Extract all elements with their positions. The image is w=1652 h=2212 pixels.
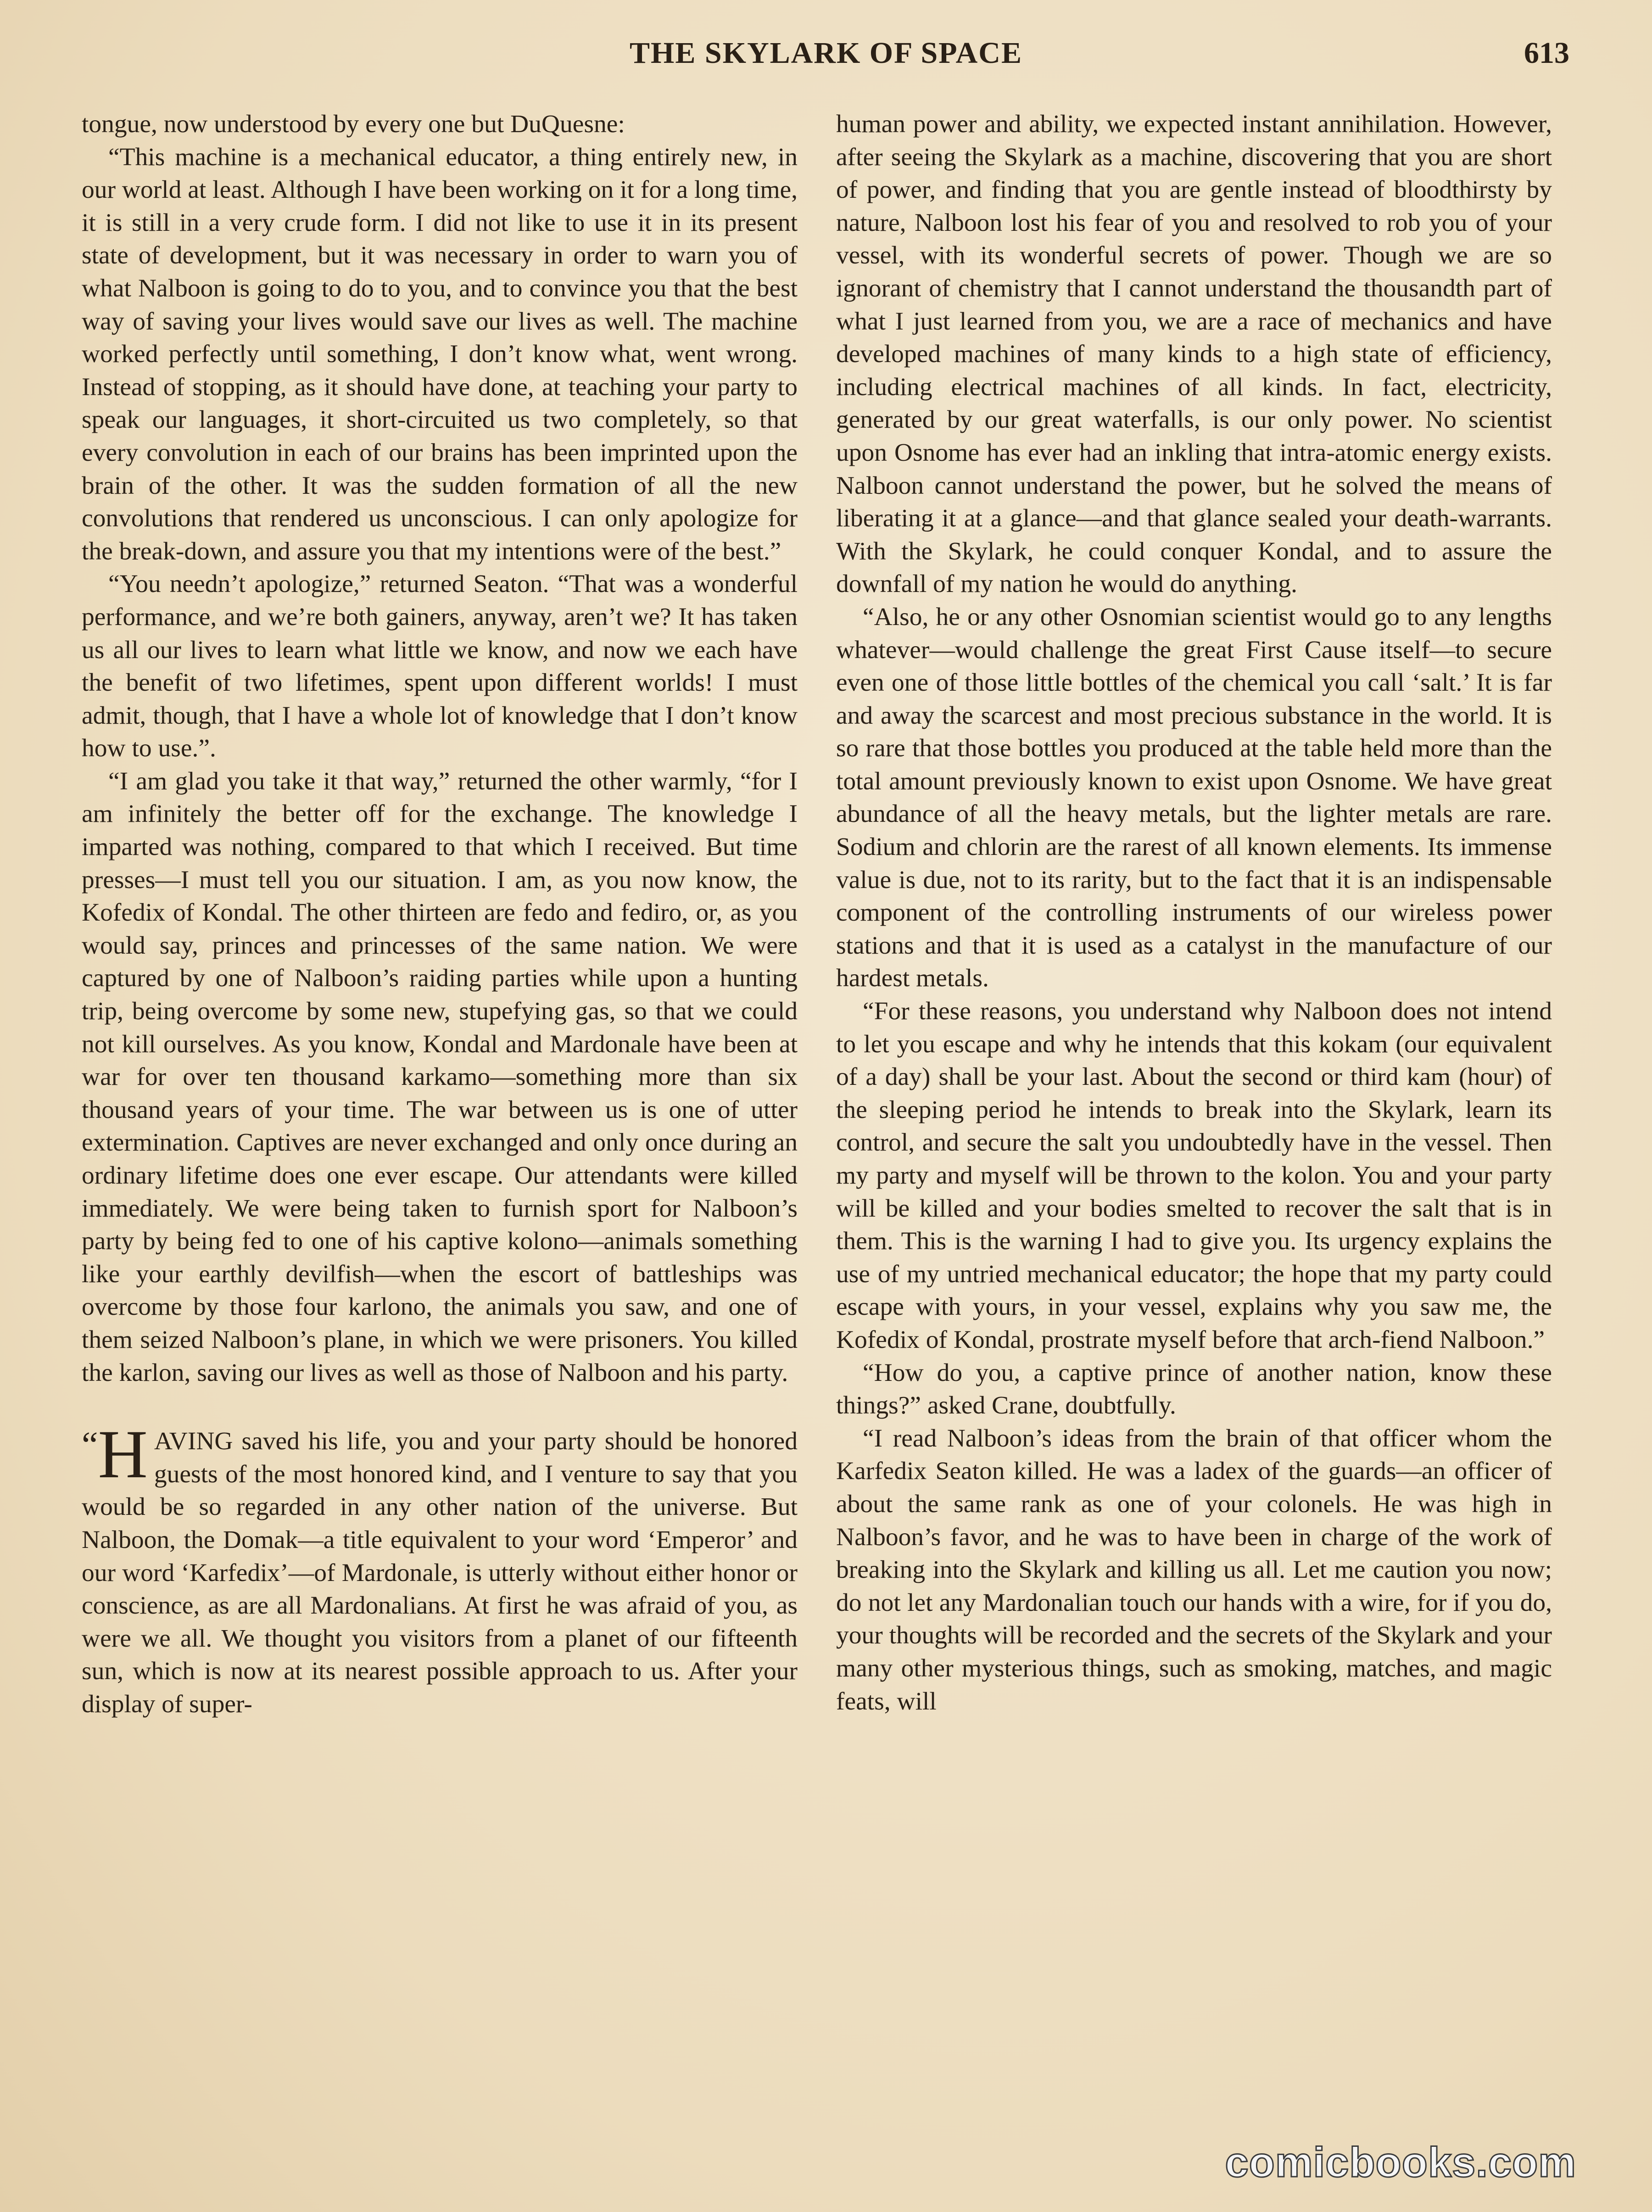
paragraph: “You needn’t apologize,” returned Seaton. “That was a wonderful performance, and we’re both gainers, anyway, aren’t we? It has taken us all our lives to learn what little we know, and now we each have the benefit of two lifetimes, spent upon different worlds! I must admit, though, that I have a whole lot of knowledge that I don’t know how to use.”.	[82, 570, 798, 763]
paragraph: “For these reasons, you understand why Nalboon does not intend to let you escape and why he intends that this kokam (our equivalent of a day) shall be your last. About the second or third kam (hour) of the sleeping period he intends to break into the Skylark, learn its control, and secure the salt you undoubtedly have in the vessel. Then my party and myself will be thrown to the kolon. You and your party will be killed and your bodies smelted to recover the salt that is in them. This is the warning I had to give you. Its urgency explains the use of my untried mechanical educator; the hope that my party could escape with yours, in your vessel, explains why you saw me, the Kofedix of Kondal, prostrate myself before that arch-fiend Nalboon.”	[836, 997, 1552, 1354]
running-title: THE SKYLARK OF SPACE	[630, 36, 1022, 70]
paragraph: human power and ability, we expected instant annihilation. However, after seeing the Skylark as a machine, discovering that you are short of power, and finding that you are gentle instead of bloodthirsty by nature, Nalboon lost his fear of you and resolved to rob you of your vessel, with its wonderful secrets of power. Though we are so ignorant of chemistry that I cannot understand the thousandth part of what I just learned from you, we are a race of mechanics and have developed machines of many kinds to a high state of efficiency, including electrical machines of all kinds. In fact, electricity, generated by our great waterfalls, is our only power. No scientist upon Osnome has ever had an inkling that intra-atomic energy exists. Nalboon cannot understand the power, but he solved the means of liberating it at a glance—and that glance sealed your death-warrants. With the Skylark, he could conquer Kondal, and to assure the downfall of my nation he would do anything.	[836, 110, 1552, 598]
drop-cap-quote: “	[82, 1425, 98, 1466]
section-opening-paragraph	[82, 1416, 798, 1720]
paragraph-text: AVING saved his life, you and your party should be honored guests of the most honored kind, and I venture to say that you would be so regarded in any other nation of the universe. But Nalboon, the Domak—a title equivalent to your word ‘Emperor’ and our word ‘Karfedix’—of Mardonale, is utterly without either honor or conscience, as are all Mardonalians. At first he was afraid of you, as were we all. We thought you visitors from a planet of our fifteenth sun, which is now at its nearest possible approach to us. After your display of super-	[82, 1427, 798, 1718]
page-header	[83, 36, 1569, 77]
paragraph: “How do you, a captive prince of another nation, know these things?” asked Crane, doubtfully.	[836, 1358, 1552, 1420]
drop-cap-letter: H	[98, 1416, 148, 1493]
paragraph: “I am glad you take it that way,” returned the other warmly, “for I am infinitely the better off for the exchange. The knowledge I imparted was nothing, compared to that which I received. But time presses—I must tell you our situation. I am, as you now know, the Kofedix of Kondal. The other thirteen are fedo and fediro, or, as you would say, princes and princesses of the same nation. We were captured by one of Nalboon’s raiding parties while upon a hunting trip, being overcome by some new, stupefying gas, so that we could not kill ourselves. As you know, Kondal and Mardonale have been at war for over ten thousand karkamo—something more than six thousand years of your time. The war between us is one of utter extermination. Captives are never exchanged and only once during an ordinary lifetime does one ever escape. Our attendants were killed immediately. We were being taken to furnish sport for Nalboon’s party by being fed to one of his captive kolono—animals something like your earthly devilfish—when the escort of battleships was overcome by those four karlono, the animals you saw, and one of them seized Nalboon’s plane, in which we were prisoners. You killed the karlon, saving our lives as well as those of Nalboon and his party.	[82, 767, 798, 1387]
page-number: 613	[1524, 36, 1569, 70]
paragraph: tongue, now understood by every one but DuQuesne:	[82, 110, 625, 138]
right-column	[836, 108, 1552, 1718]
paragraph: “Also, he or any other Osnomian scientist would go to any lengths whatever—would challenge the great First Cause itself—to secure even one of those little bottles of the chemical you call ‘salt.’ It is far and away the scarcest and most precious substance in the world. It is so rare that those bottles you produced at the table held more than the total amount previously known to exist upon Osnome. We have great abundance of all the heavy metals, but the lighter metals are rare. Sodium and chlorin are the rarest of all known elements. Its immense value is due, not to its rarity, but to the fact that it is an indispensable component of the controlling instruments of our wireless power stations and that it is used as a catalyst in the manufacture of our hardest metals.	[836, 603, 1552, 993]
paragraph: “I read Nalboon’s ideas from the brain of that officer whom the Karfedix Seaton killed. He was a ladex of the guards—an officer of about the same rank as one of your colonels. He was high in Nalboon’s favor, and he was to have been in charge of the work of breaking into the Skylark and killing us all. Let me caution you now; do not let any Mardonalian touch our hands with a wire, for if you do, your thoughts will be recorded and the secrets of the Skylark and your many other mysterious things, such as smoking, matches, and magic feats, will	[836, 1424, 1552, 1715]
paragraph: “This machine is a mechanical educator, a thing entirely new, in our world at least. Although I have been working on it for a long time, it is still in a very crude form. I did not like to use it in its present state of development, but it was necessary in order to warn you of what Nalboon is going to do to you, and to convince you that the best way of saving your lives would save our lives as well. The machine worked perfectly until something, I don’t know what, went wrong. Instead of stopping, as it should have done, at teaching your party to speak our languages, it short-circuited us two completely, so that every convolution in each of our brains has been imprinted upon the brain of the other. It was the sudden formation of all the new convolutions that rendered us unconscious. I can only apologize for the break-down, and assure you that my intentions were of the best.”	[82, 143, 798, 565]
left-column	[82, 108, 798, 1721]
watermark-logo: comicbooks.com	[1225, 2139, 1576, 2186]
drop-cap	[82, 1416, 148, 1493]
